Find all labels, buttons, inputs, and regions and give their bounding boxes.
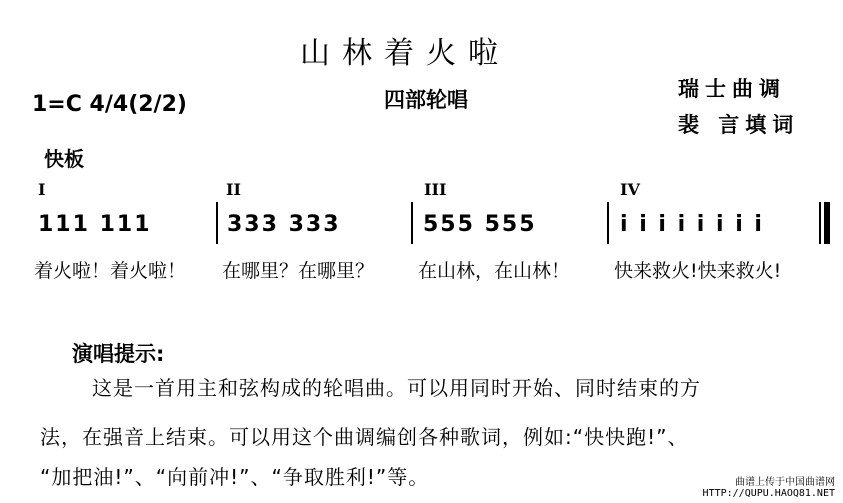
watermark-url: HTTP://QUPU.HAOQ81.NET <box>702 488 835 499</box>
tips-line-1: 这是一首用主和弦构成的轮唱曲。可以用同时开始、同时结束的方 <box>92 376 701 400</box>
bar-line <box>411 202 413 244</box>
final-bar-thin <box>819 202 821 244</box>
watermark-text: 曲谱上传于中国曲谱网 <box>735 477 835 488</box>
key-signature: 1=C 4/4(2/2) <box>32 92 187 117</box>
part-2-lyrics: 在哪里？在哪里？ <box>222 260 375 282</box>
credit-composer: 瑞士曲调 <box>678 77 786 101</box>
watermark <box>703 477 835 499</box>
part-3-notes: 555 555 <box>423 212 537 237</box>
part-label-1: I <box>38 180 46 199</box>
tips-line-3: “加把油!”、“向前冲!”、“争取胜利!”等。 <box>40 465 430 489</box>
part-3-lyrics: 在山林，在山林！ <box>418 260 571 282</box>
subtitle: 四部轮唱 <box>384 88 468 112</box>
part-4-notes: i i i i i i i i <box>620 212 764 237</box>
bar-line <box>607 202 609 244</box>
tempo-marking: 快板 <box>44 147 84 171</box>
bar-line <box>216 202 218 244</box>
part-4-lyrics: 快来救火!快来救火! <box>614 260 782 282</box>
tips-line-2: 法，在强音上结束。可以用这个曲调编创各种歌词，例如:“快快跑!”、 <box>40 425 689 449</box>
part-label-4: IV <box>620 180 640 199</box>
credit-lyricist: 裴 言填词 <box>678 113 800 137</box>
part-label-2: II <box>226 180 241 199</box>
song-title: 山林着火啦 <box>300 36 510 71</box>
final-bar-thick <box>824 202 830 244</box>
part-2-notes: 333 333 <box>227 212 341 237</box>
part-label-3: III <box>424 180 447 199</box>
part-1-lyrics: 着火啦！着火啦！ <box>34 260 187 282</box>
tips-heading: 演唱提示: <box>72 342 165 366</box>
part-1-notes: 111 111 <box>38 212 152 237</box>
